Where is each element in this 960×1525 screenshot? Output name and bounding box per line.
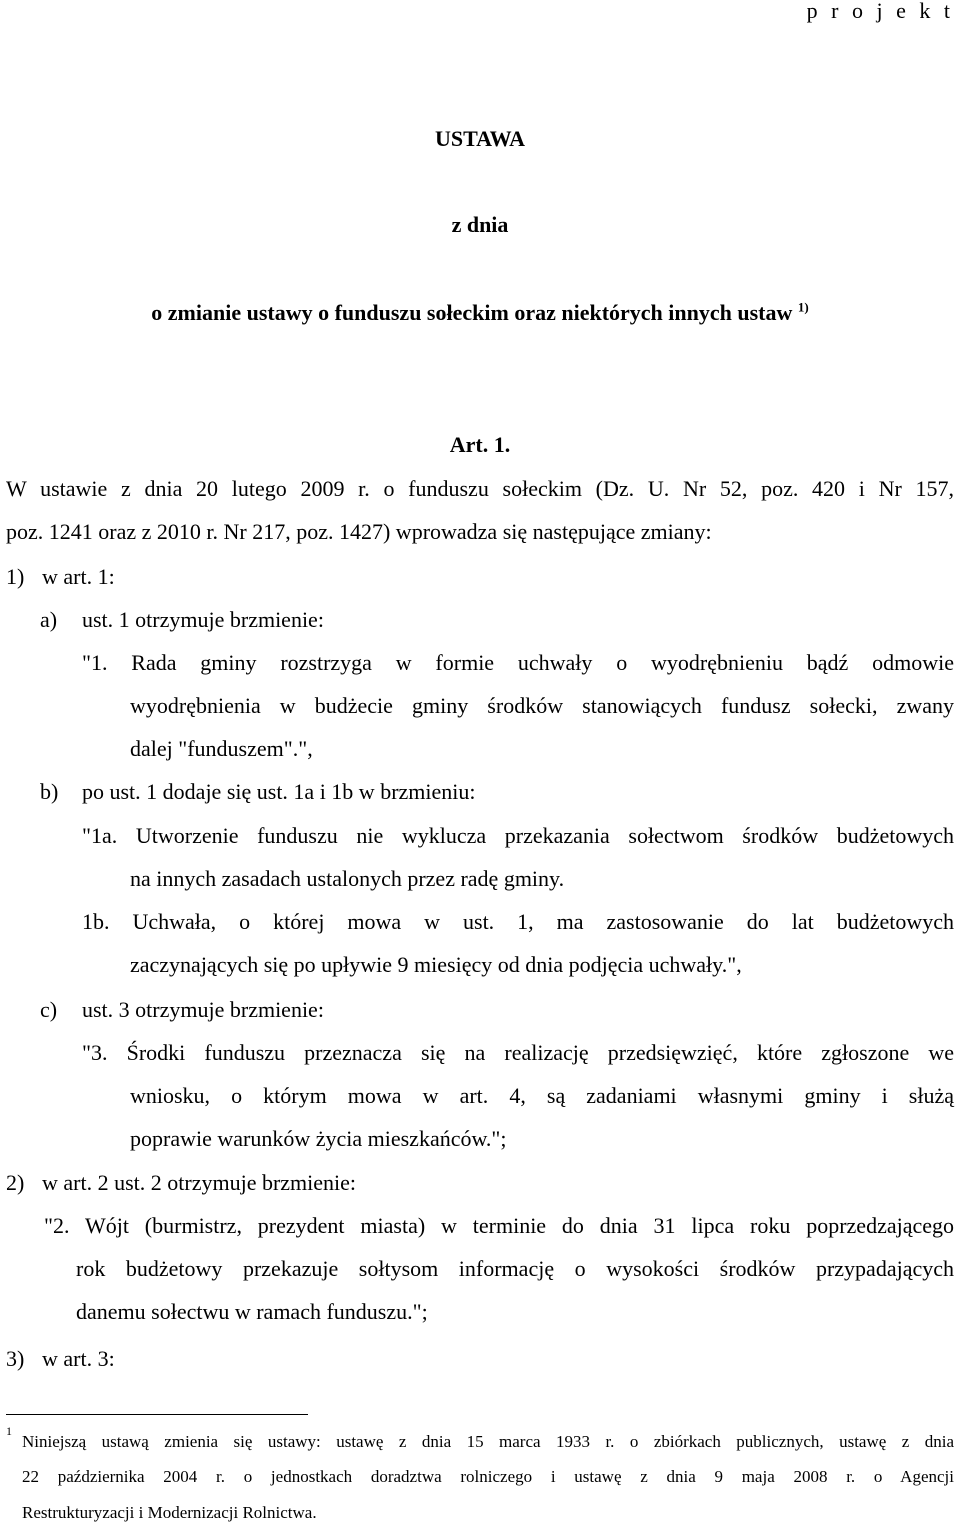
item-1-text: w art. 1: xyxy=(42,564,115,589)
subitem-1c-quote-line-1: "3. Środki funduszu przeznacza się na realizację przedsięwzięć, które zgłoszone we xyxy=(82,1040,954,1065)
item-3-marker: 3) xyxy=(6,1346,25,1371)
article-heading: Art. 1. xyxy=(449,432,511,457)
act-subject-heading xyxy=(0,300,960,326)
item-2-quote-line-3: danemu sołectwu w ramach funduszu."; xyxy=(76,1299,428,1324)
subitem-1a-marker: a) xyxy=(40,607,58,632)
subitem-1a-quote-line-3: dalej "funduszem".", xyxy=(130,736,313,761)
footnote-number: 1 xyxy=(6,1424,12,1438)
footnote-line-1: Niniejszą ustawą zmienia się ustawy: ustawę z dnia 15 marca 1933 r. o zbiórkach publicznych, ustawę z dnia xyxy=(22,1432,954,1451)
act-subject-text: o zmianie ustawy o funduszu sołeckim oraz niektórych innych ustaw xyxy=(151,300,793,325)
footnote-separator xyxy=(6,1414,308,1415)
subitem-1c-marker: c) xyxy=(40,997,58,1022)
subitem-1b-quote-1a-line-2: na innych zasadach ustalonych przez radę gminy. xyxy=(130,866,565,891)
subitem-1b-quote-1a-line-1: "1a. Utworzenie funduszu nie wyklucza przekazania sołectwom środków budżetowych xyxy=(82,823,954,848)
item-1-marker: 1) xyxy=(6,564,25,589)
item-3-text: w art. 3: xyxy=(42,1346,115,1371)
subitem-1b-quote-1b-line-2: zaczynających się po upływie 9 miesięcy od dnia podjęcia uchwały.", xyxy=(130,952,742,977)
subitem-1a-quote-line-1: "1. Rada gminy rozstrzyga w formie uchwały o wyodrębnieniu bądź odmowie xyxy=(82,650,954,675)
subitem-1c-quote-line-2: wniosku, o którym mowa w art. 4, są zadaniami własnymi gminy i służą xyxy=(130,1083,954,1108)
subitem-1b-text: po ust. 1 dodaje się ust. 1a i 1b w brzmieniu: xyxy=(82,779,476,804)
subitem-1b-marker: b) xyxy=(40,779,59,804)
subitem-1b-quote-1b-line-1: 1b. Uchwała, o której mowa w ust. 1, ma zastosowanie do lat budżetowych xyxy=(82,909,954,934)
subitem-1a-quote-line-2: wyodrębnienia w budżecie gminy środków stanowiących fundusz sołecki, zwany xyxy=(130,693,954,718)
subitem-1a-text: ust. 1 otrzymuje brzmienie: xyxy=(82,607,324,632)
footnote-line-2: 22 października 2004 r. o jednostkach doradztwa rolniczego i ustawę z dnia 9 maja 2008 r. o Agencji xyxy=(22,1467,954,1486)
footnote-line-3: Restrukturyzacji i Modernizacji Rolnictwa. xyxy=(22,1503,317,1522)
act-type-heading: USTAWA xyxy=(434,126,526,151)
act-date-line: z dnia xyxy=(451,212,509,237)
item-2-quote-line-2: rok budżetowy przekazuje sołtysom informację o wysokości środków przypadających xyxy=(76,1256,954,1281)
article-intro-line-2: poz. 1241 oraz z 2010 r. Nr 217, poz. 1427) wprowadza się następujące zmiany: xyxy=(6,519,712,544)
item-2-marker: 2) xyxy=(6,1170,25,1195)
subitem-1c-text: ust. 3 otrzymuje brzmienie: xyxy=(82,997,324,1022)
item-2-quote-line-1: "2. Wójt (burmistrz, prezydent miasta) w terminie do dnia 31 lipca roku poprzedzającego xyxy=(44,1213,954,1238)
draft-label: p r o j e k t xyxy=(806,0,954,23)
article-intro-line-1: W ustawie z dnia 20 lutego 2009 r. o funduszu sołeckim (Dz. U. Nr 52, poz. 420 i Nr 157, xyxy=(6,476,954,501)
item-2-text: w art. 2 ust. 2 otrzymuje brzmienie: xyxy=(42,1170,357,1195)
subitem-1c-quote-line-3: poprawie warunków życia mieszkańców."; xyxy=(130,1126,507,1151)
footnote-reference[interactable]: 1) xyxy=(797,299,809,315)
